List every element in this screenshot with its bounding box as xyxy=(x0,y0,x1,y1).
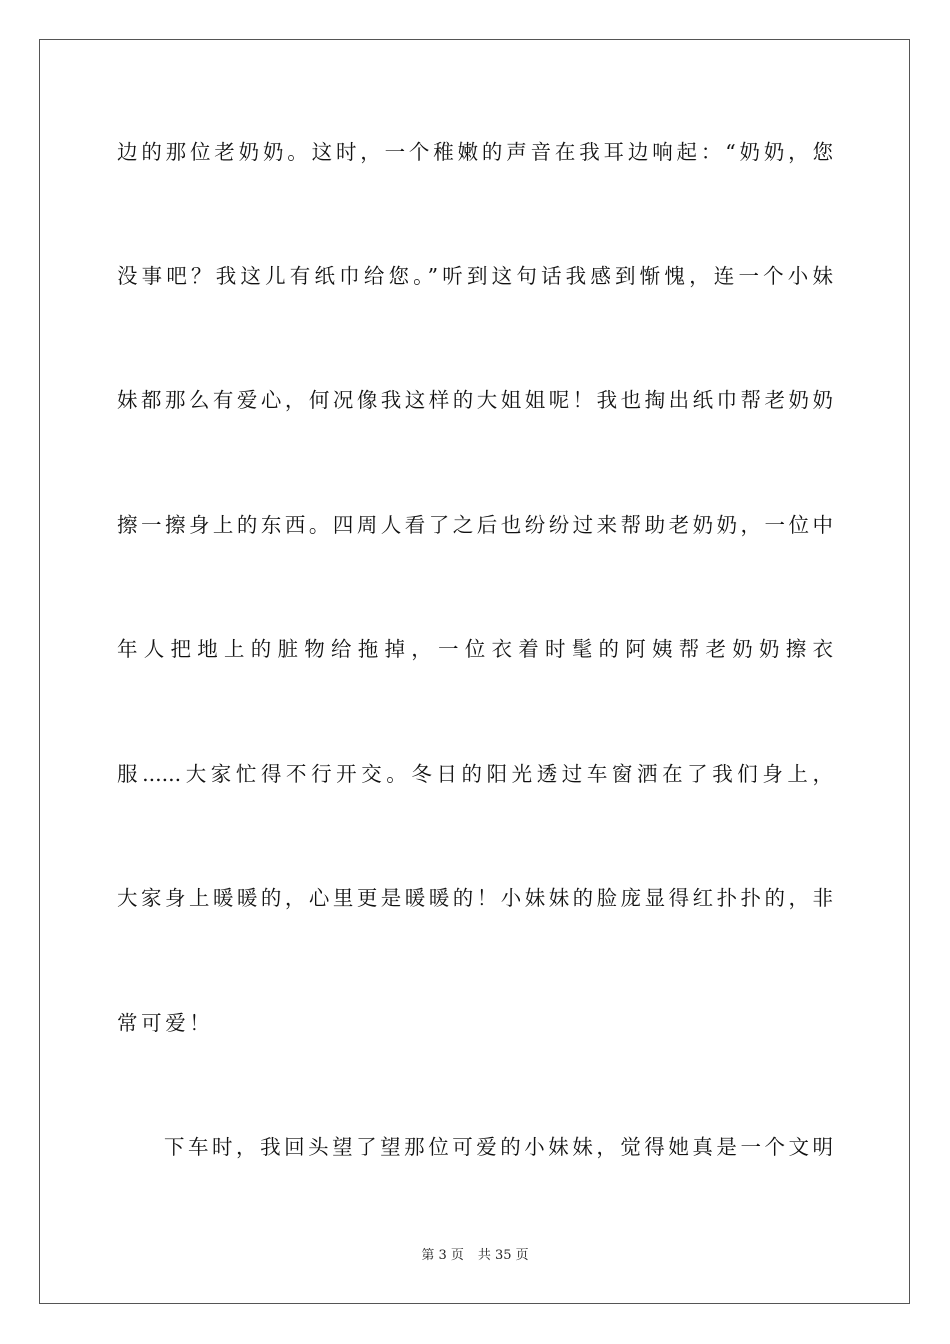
paragraph-line: 常可爱！ xyxy=(117,1011,214,1035)
paragraph-line: 边的那位老奶奶。这时，一个稚嫩的声音在我耳边响起：“奶奶，您 xyxy=(117,140,833,164)
paragraph-line: 年人把地上的脏物给拖掉，一位衣着时髦的阿姨帮老奶奶擦衣 xyxy=(117,637,833,661)
page-footer xyxy=(0,1247,950,1265)
page-border xyxy=(39,39,910,1304)
paragraph-line: 大家身上暖暖的，心里更是暖暖的！小妹妹的脸庞显得红扑扑的，非 xyxy=(117,886,833,910)
paragraph-line: 妹都那么有爱心，何况像我这样的大姐姐呢！我也掏出纸巾帮老奶奶 xyxy=(117,388,833,412)
paragraph-line: 服......大家忙得不行开交。冬日的阳光透过车窗洒在了我们身上， xyxy=(117,762,833,786)
page-number: 第 3 页 xyxy=(421,1248,464,1263)
page-total: 共 35 页 xyxy=(477,1248,529,1263)
paragraph-first-line: 下车时，我回头望了望那位可爱的小妹妹，觉得她真是一个文明 xyxy=(164,1135,833,1159)
paragraph-line: 擦一擦身上的东西。四周人看了之后也纷纷过来帮助老奶奶，一位中 xyxy=(117,513,833,537)
paragraph-line: 没事吧？我这儿有纸巾给您。”听到这句话我感到惭愧，连一个小妹 xyxy=(117,264,833,288)
